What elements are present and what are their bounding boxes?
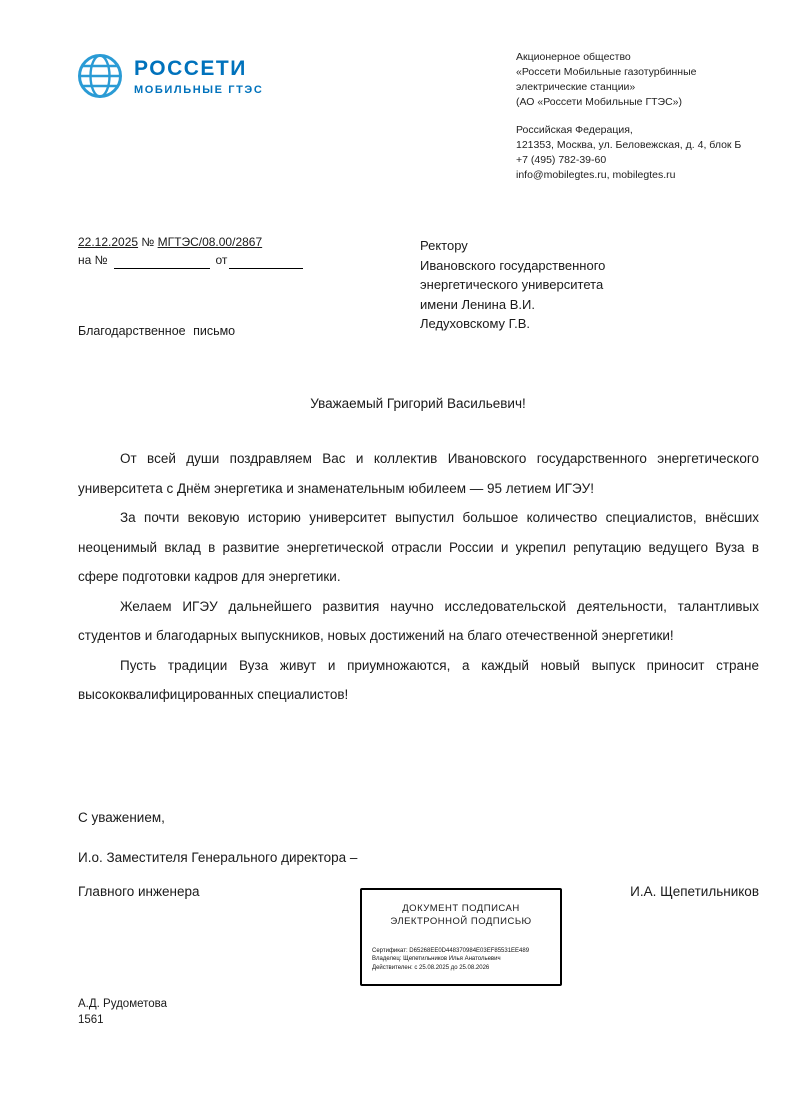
electronic-signature-stamp — [360, 888, 562, 986]
address-line: +7 (495) 782-39-60 — [516, 154, 607, 166]
address-line: info@mobilegtes.ru, mobilegtes.ru — [516, 169, 676, 181]
executor-block — [78, 996, 167, 1028]
company-address-block — [516, 123, 766, 183]
stamp-title-line2: ЭЛЕКТРОННОЙ ПОДПИСЬЮ — [390, 916, 532, 927]
org-line: (АО «Россети Мобильные ГТЭС») — [516, 96, 683, 108]
org-line: «Россети Мобильные газотурбинные — [516, 66, 697, 78]
salutation: Уважаемый Григорий Васильевич! — [310, 396, 526, 411]
recipient-line: Ректору — [420, 238, 468, 253]
reply-date-blank — [229, 256, 303, 269]
closing-regards: С уважением, — [78, 810, 165, 825]
stamp-validity: Действителен: с 25.08.2025 до 25.08.2026 — [372, 964, 490, 971]
number-sign: № — [141, 235, 155, 249]
signer-position-line1: И.о. Заместителя Генерального директора – — [78, 850, 358, 865]
recipient-block — [420, 236, 605, 334]
org-line: электрические станции» — [516, 81, 636, 93]
company-logo — [76, 52, 263, 100]
body-paragraph: За почти вековую историю университет выпустил большое количество специалистов, внёсших неоценимый вклад в развитие энергетической отрасли России и укрепил репутацию ведущего Вуза в сфере подготовки кадров для энергетики. — [78, 510, 759, 584]
document-type-label: Благодарственное письмо — [78, 324, 236, 338]
reference-block — [78, 233, 303, 269]
letter-date: 22.12.2025 — [78, 235, 139, 249]
stamp-owner: Владелец: Щепетильников Илья Анатольевич — [372, 956, 501, 962]
reply-number-blank — [114, 256, 210, 269]
logo-wordmark — [134, 57, 263, 96]
reply-label: на № — [78, 253, 108, 267]
body-paragraph: Желаем ИГЭУ дальнейшего развития научно исследовательской деятельности, талантливых студентов и благодарных выпускников, новых достижений на благо отечественной энергетики! — [78, 598, 759, 643]
stamp-details — [372, 947, 529, 973]
org-line: Акционерное общество — [516, 51, 631, 63]
executor-phone: 1561 — [78, 1014, 104, 1026]
signer-name: И.А. Щепетильников — [630, 884, 759, 899]
recipient-line: Ивановского государственного — [420, 257, 606, 273]
globe-icon — [76, 52, 124, 100]
stamp-certificate: Сертификат: D65268EE0D448370984E03EF85531EE489 — [372, 947, 530, 954]
letter-body — [78, 444, 759, 710]
reference-number-line — [78, 233, 303, 251]
body-paragraph: От всей души поздравляем Вас и коллектив Ивановского государственного энергетического университета с Днём энергетика и знаменательным юбилеем — 95 летием ИГЭУ! — [78, 451, 759, 496]
letter-number: МГТЭС/08.00/2867 — [157, 235, 263, 249]
recipient-line: Ледуховскому Г.В. — [420, 316, 531, 331]
address-line: Российская Федерация, — [516, 124, 633, 136]
recipient-line: имени Ленина В.И. — [420, 296, 535, 312]
company-details — [516, 50, 766, 196]
executor-name: А.Д. Рудометова — [78, 998, 168, 1010]
logo-line2: МОБИЛЬНЫЕ ГТЭС — [134, 83, 264, 96]
reply-from-label: от — [215, 253, 228, 267]
logo-line1: РОССЕТИ — [134, 56, 247, 80]
stamp-title-line1: ДОКУМЕНТ ПОДПИСАН — [402, 903, 520, 914]
body-paragraph: Пусть традиции Вуза живут и приумножаются, а каждый новый выпуск приносит стране высококвалифицированных специалистов! — [78, 657, 759, 702]
signer-position-line2: Главного инженера — [78, 884, 200, 899]
recipient-line: энергетического университета — [420, 277, 604, 292]
company-name-block — [516, 50, 766, 110]
address-line: 121353, Москва, ул. Беловежская, д. 4, блок Б — [516, 139, 742, 151]
reference-reply-line — [78, 251, 303, 269]
stamp-title — [362, 902, 560, 928]
